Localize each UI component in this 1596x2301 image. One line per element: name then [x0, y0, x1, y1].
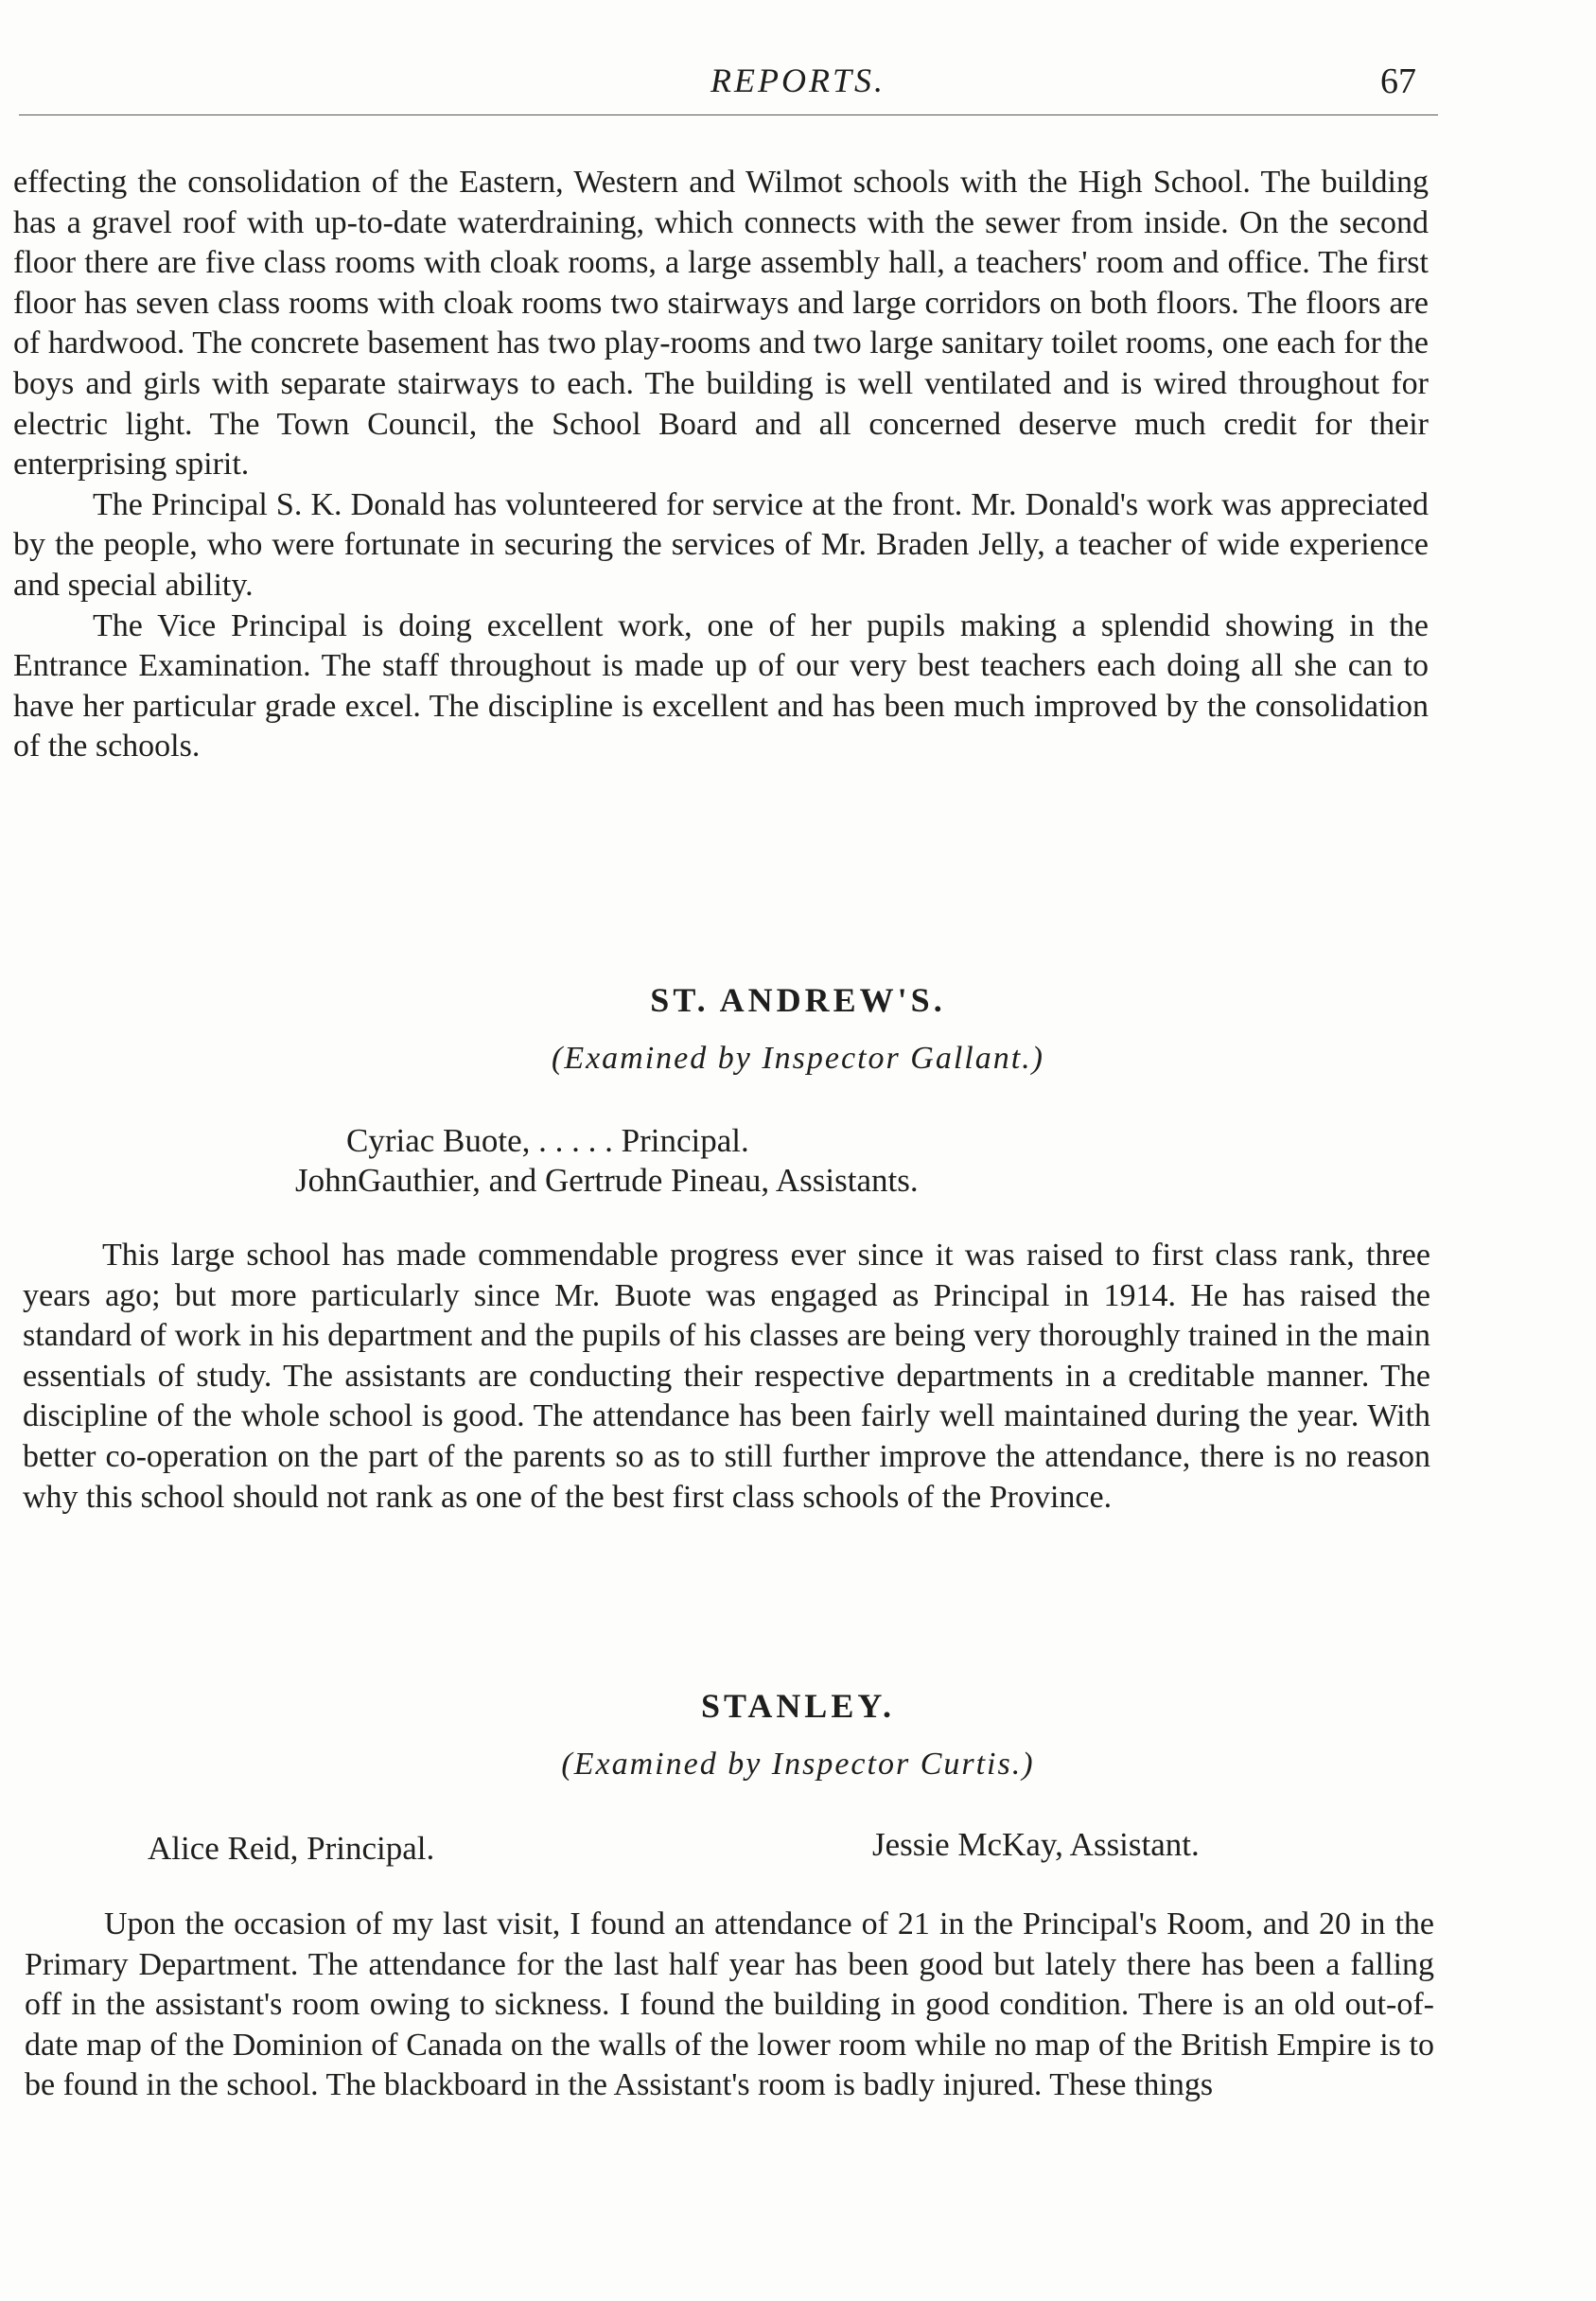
paragraph: The Vice Principal is doing excellent work, one of her pupils making a splendid showing in the Entrance Examination. The staff throughout is made up of our very best teachers each doing all she can to have her particular grade excel. The discipline is excellent and has been much improved by the consolidation of the schools. [13, 607, 1429, 764]
section-title-stanley: STANLEY. [700, 1687, 896, 1725]
staff-assistant: Jessie McKay, Assistant. [872, 1826, 1200, 1863]
stanley-report [25, 1905, 1434, 2106]
page-number: 67 [1380, 61, 1416, 101]
header-rule [19, 114, 1438, 115]
paragraph: The Principal S. K. Donald has volunteered for service at the front. Mr. Donald's work was appreciated by the people, who were fortunate in securing the services of Mr. Braden Jelly, a teacher of wide experience and special ability. [13, 486, 1429, 603]
staff-principal: Alice Reid, Principal. [148, 1830, 435, 1867]
page-header-title: REPORTS. [710, 61, 886, 99]
paragraph: This large school has made commendable progress ever since it was raised to first class rank, three years ago; but more particularly since Mr. Buote was engaged as Principal in 1914. He has raised the standard of work in his department and the pupils of his classes are being very thoroughly trained in the main essentials of study. The assistants are conducting their respective departments in a creditable manner. The discipline of the whole school is good. The attendance has been fairly well maintained during the year. With better co-operation on the part of the parents so as to still further improve the attendance, there is no reason why this school should not rank as one of the best first class schools of the Province. [23, 1238, 1430, 1515]
examiner-note: (Examined by Inspector Gallant.) [552, 1041, 1044, 1076]
section-title-st-andrews: ST. ANDREW'S. [650, 981, 946, 1019]
staff-principal-line: Cyriac Buote, . . . . . Principal. [346, 1122, 749, 1159]
paragraph: Upon the occasion of my last visit, I found an attendance of 21 in the Principal's Room, and 20 in the Primary Department. The attendance for the last half year has been good but lately there has been a falling off in the assistant's room owing to sickness. I found the building in good condition. There is an old out-of-date map of the Dominion of Canada on the walls of the lower room while no map of the British Empire is to be found in the school. The blackboard in the Assistant's room is badly injured. These things [25, 1906, 1434, 2103]
section-continued-text [13, 163, 1429, 767]
paragraph: effecting the consolidation of the Eastern, Western and Wilmot schools with the High School. The building has a gravel roof with up-to-date waterdraining, which connects with the sewer from inside. On the second floor there are five class rooms with cloak rooms, a large assembly hall, a teachers' room and office. The first floor has seven class rooms with cloak rooms two stairways and large corridors on both floors. The floors are of hardwood. The concrete basement has two play-rooms and two large sanitary toilet rooms, one each for the boys and girls with separate stairways to each. The building is well ventilated and is wired throughout for electric light. The Town Council, the School Board and all concerned deserve much credit for their enterprising spirit. [13, 165, 1429, 483]
st-andrews-report [23, 1236, 1430, 1518]
examiner-note: (Examined by Inspector Curtis.) [561, 1747, 1035, 1782]
staff-assistants-line: JohnGauthier, and Gertrude Pineau, Assistants. [295, 1162, 919, 1199]
running-head [0, 55, 1596, 112]
